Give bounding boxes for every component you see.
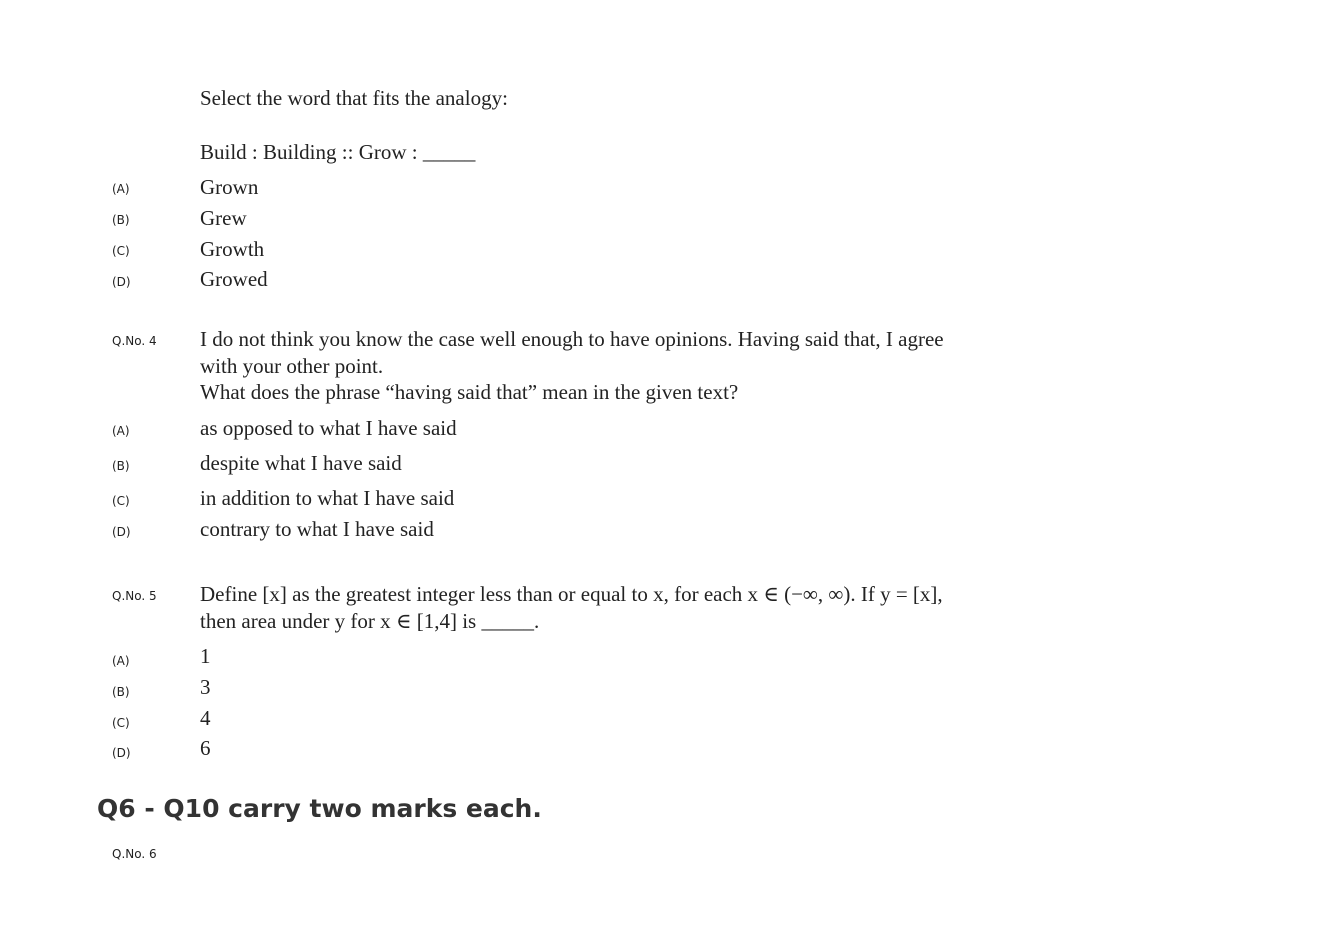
q3-option-d-text: Growed [200, 267, 268, 291]
q3-analogy: Build : Building :: Grow : _____ [200, 140, 476, 164]
q5-stem-line1: Define [x] as the greatest integer less than or equal to x, for each x ∈ (−∞, ∞). If y = [x], [200, 582, 943, 606]
q5-option-d-text: 6 [200, 736, 211, 760]
q3-prompt: Select the word that fits the analogy: [200, 86, 508, 110]
q4-option-a-label: (A) [112, 424, 130, 438]
q4-option-c-text: in addition to what I have said [200, 486, 455, 510]
q5-option-c-label: (C) [112, 716, 130, 730]
q5-option-a-text: 1 [200, 644, 211, 668]
q5-option-c-text: 4 [200, 706, 211, 730]
q5-number: Q.No. 5 [112, 589, 157, 603]
q3-option-b-label: (B) [112, 213, 130, 227]
q4-stem-line1: I do not think you know the case well enough to have opinions. Having said that, I agree [200, 327, 944, 351]
q4-option-d-label: (D) [112, 525, 131, 539]
q3-option-a-label: (A) [112, 182, 130, 196]
q5-stem-line2: then area under y for x ∈ [1,4] is _____. [200, 609, 540, 633]
q4-option-a-text: as opposed to what I have said [200, 416, 457, 440]
q4-option-c-label: (C) [112, 494, 130, 508]
section-heading: Q6 - Q10 carry two marks each. [97, 794, 542, 823]
q4-option-b-text: despite what I have said [200, 451, 402, 475]
q5-option-b-text: 3 [200, 675, 211, 699]
q3-option-b-text: Grew [200, 206, 247, 230]
q4-option-b-label: (B) [112, 459, 130, 473]
q5-option-b-label: (B) [112, 685, 130, 699]
q4-stem-line3: What does the phrase “having said that” mean in the given text? [200, 380, 739, 404]
q3-option-c-label: (C) [112, 244, 130, 258]
q4-number: Q.No. 4 [112, 334, 157, 348]
q6-number: Q.No. 6 [112, 847, 157, 861]
q5-option-d-label: (D) [112, 746, 131, 760]
q4-stem-line2: with your other point. [200, 354, 384, 378]
q3-option-c-text: Growth [200, 237, 265, 261]
q4-option-d-text: contrary to what I have said [200, 517, 434, 541]
q5-option-a-label: (A) [112, 654, 130, 668]
q3-option-a-text: Grown [200, 175, 259, 199]
q3-option-d-label: (D) [112, 275, 131, 289]
